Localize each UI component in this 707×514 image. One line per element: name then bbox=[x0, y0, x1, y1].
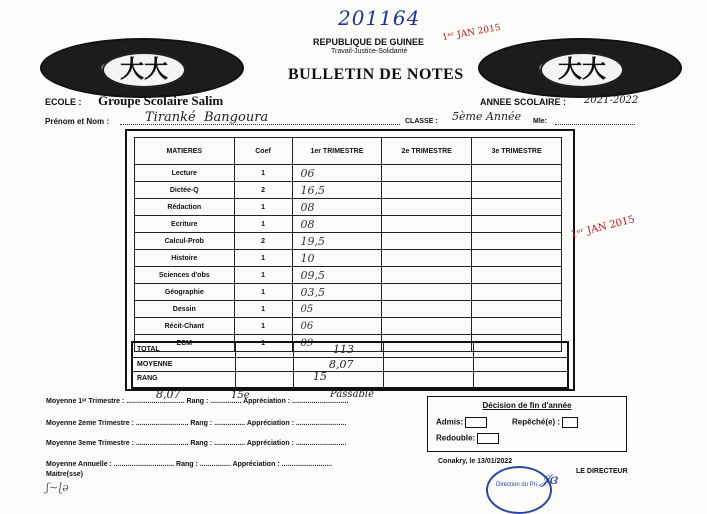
reference-number: 201164 bbox=[338, 6, 421, 30]
admis-label: Admis: bbox=[436, 417, 464, 427]
subject-cell: Dessin bbox=[135, 301, 235, 318]
trimester-1-rank: 15e bbox=[231, 390, 250, 401]
table-row bbox=[135, 318, 562, 335]
subject-cell: Rédaction bbox=[135, 199, 235, 216]
trimester-1-line: Moyenne 1ᵉʳ Trimestre : .............................. Rang : ................ Appréciation : ............................. bbox=[46, 398, 349, 405]
empty-cell bbox=[382, 199, 472, 216]
grade-cell: 08 bbox=[292, 216, 382, 233]
subject-cell: Récit-Chant bbox=[135, 318, 235, 335]
empty-cell bbox=[472, 233, 562, 250]
director-signature: 𝒥ɞ bbox=[540, 472, 559, 488]
rank-label: RANG bbox=[137, 375, 158, 382]
col-coef: Coef bbox=[234, 138, 292, 165]
repeche-label: Repêché(e) : bbox=[512, 417, 561, 427]
coef-cell: 1 bbox=[234, 301, 292, 318]
table-row bbox=[135, 165, 562, 182]
subject-cell: Ecriture bbox=[135, 216, 235, 233]
school-logo-left bbox=[40, 38, 244, 98]
grade-cell: 08 bbox=[292, 199, 382, 216]
repeche-field bbox=[512, 417, 578, 428]
col-subjects: MATIERES bbox=[135, 138, 235, 165]
annual-line: Moyenne Annuelle : ............................... Rang : ................ Appréciation : .......................... bbox=[46, 461, 333, 468]
subject-cell: Lecture bbox=[135, 165, 235, 182]
teacher-signature: ʃ∼ɭə bbox=[46, 481, 69, 494]
empty-cell bbox=[472, 250, 562, 267]
mle-line bbox=[555, 124, 635, 125]
annual-label: Moyenne Annuelle : bbox=[46, 461, 112, 468]
decision-title: Décision de fin d'année bbox=[482, 401, 572, 410]
empty-cell bbox=[472, 284, 562, 301]
admis-field bbox=[436, 417, 487, 428]
total-value: 113 bbox=[333, 343, 354, 356]
empty-cell bbox=[472, 301, 562, 318]
republic-title: REPUBLIQUE DE GUINEE bbox=[313, 37, 425, 47]
empty-cell bbox=[472, 182, 562, 199]
table-row bbox=[135, 301, 562, 318]
coef-cell: 2 bbox=[234, 182, 292, 199]
repeche-checkbox[interactable] bbox=[562, 417, 578, 428]
coef-cell: 1 bbox=[234, 267, 292, 284]
name-label: Prénom et Nom : bbox=[45, 117, 110, 126]
year-value: 2021-2022 bbox=[584, 95, 639, 106]
rank-label-3: Rang : bbox=[190, 440, 213, 447]
appreciation-label-2: Appréciation : bbox=[246, 420, 294, 427]
subject-cell: Calcul-Prob bbox=[135, 233, 235, 250]
place-date: Conakry, le 13/01/2022 bbox=[438, 458, 513, 465]
empty-cell bbox=[382, 284, 472, 301]
coef-cell: 1 bbox=[234, 199, 292, 216]
empty-cell bbox=[382, 233, 472, 250]
subject-cell: Histoire bbox=[135, 250, 235, 267]
class-value: 5ème Année bbox=[452, 110, 522, 123]
logo-emblem-right: 大大 bbox=[540, 52, 624, 88]
coef-cell: 1 bbox=[234, 335, 292, 352]
mle-label: Mle: bbox=[533, 118, 547, 125]
teacher-label: Maitre(sse) bbox=[46, 471, 83, 478]
coef-cell: 2 bbox=[234, 233, 292, 250]
trimester-2-line: Moyenne 2eme Trimestre : ........................... Rang : ................ Appréciation : .......................... bbox=[46, 420, 347, 427]
trimester-2-label: Moyenne 2eme Trimestre : bbox=[46, 420, 134, 427]
subject-cell: Géographie bbox=[135, 284, 235, 301]
school-name: Groupe Scolaire Salim bbox=[98, 93, 224, 108]
trimester-1-average: 8,07 bbox=[156, 388, 181, 401]
school-logo-right bbox=[478, 38, 682, 98]
table-row bbox=[135, 250, 562, 267]
total-label: TOTAL bbox=[137, 346, 160, 353]
stamp-text: Direction du Pri... bbox=[495, 482, 543, 488]
coef-cell: 1 bbox=[234, 284, 292, 301]
grade-cell: 05 bbox=[292, 301, 382, 318]
empty-cell bbox=[472, 165, 562, 182]
appreciation-label-1: Appréciation : bbox=[243, 398, 291, 405]
appreciation-label-3: Appréciation : bbox=[246, 440, 294, 447]
col-trimester-1: 1er TRIMESTRE bbox=[292, 138, 382, 165]
school-label: ECOLE : bbox=[45, 97, 82, 107]
grade-cell: 06 bbox=[292, 318, 382, 335]
total-row bbox=[133, 343, 567, 357]
grade-cell: 09 bbox=[292, 335, 382, 352]
empty-cell bbox=[472, 199, 562, 216]
col-trimester-3: 3e TRIMESTRE bbox=[472, 138, 562, 165]
motto: Travail-Justice-Solidarité bbox=[331, 48, 408, 55]
subject-cell: ECM bbox=[135, 335, 235, 352]
subject-cell: Sciences d'obs bbox=[135, 267, 235, 284]
table-row bbox=[135, 199, 562, 216]
average-row bbox=[133, 357, 567, 372]
empty-cell bbox=[382, 301, 472, 318]
col-trimester-2: 2e TRIMESTRE bbox=[382, 138, 472, 165]
empty-cell bbox=[472, 267, 562, 284]
totals-table bbox=[131, 341, 569, 389]
date-stamp-top: 1ᵉʳ JAN 2015 bbox=[441, 22, 502, 44]
table-row bbox=[135, 284, 562, 301]
grades-header-row bbox=[135, 138, 562, 165]
trimester-3-label: Moyenne 3eme Trimestre : bbox=[46, 440, 134, 447]
average-label: MOYENNE bbox=[137, 361, 173, 368]
empty-cell bbox=[382, 165, 472, 182]
director-label: LE DIRECTEUR bbox=[576, 468, 628, 475]
coef-cell: 1 bbox=[234, 318, 292, 335]
redouble-field bbox=[436, 433, 499, 444]
redouble-checkbox[interactable] bbox=[477, 433, 499, 444]
logo-emblem-left: 大大 bbox=[102, 52, 186, 88]
table-row bbox=[135, 233, 562, 250]
rank-value: 15 bbox=[313, 370, 327, 383]
grades-table bbox=[134, 137, 562, 352]
year-label: ANNEE SCOLAIRE : bbox=[480, 97, 567, 107]
grade-cell: 16,5 bbox=[292, 182, 382, 199]
decision-box bbox=[427, 396, 627, 452]
empty-cell bbox=[472, 318, 562, 335]
appreciation-label-annual: Appréciation : bbox=[232, 461, 280, 468]
document-title: BULLETIN DE NOTES bbox=[288, 66, 464, 83]
rank-label-1: Rang : bbox=[186, 398, 209, 405]
coef-cell: 1 bbox=[234, 165, 292, 182]
student-name: Tiranké Bangoura bbox=[145, 110, 269, 125]
grade-cell: 06 bbox=[292, 165, 382, 182]
grade-cell: 10 bbox=[292, 250, 382, 267]
subject-cell: Dictée-Q bbox=[135, 182, 235, 199]
grade-cell: 03,5 bbox=[292, 284, 382, 301]
rank-label-2: Rang : bbox=[190, 420, 213, 427]
empty-cell bbox=[382, 318, 472, 335]
coef-cell: 1 bbox=[234, 250, 292, 267]
coef-cell: 1 bbox=[234, 216, 292, 233]
trimester-1-label: Moyenne 1ᵉʳ Trimestre : bbox=[46, 398, 125, 405]
date-stamp-side: 1ᵉʳ JAN 2015 bbox=[569, 214, 636, 241]
rank-row bbox=[133, 371, 567, 386]
trimester-3-line: Moyenne 3eme Trimestre : ........................... Rang : ................ Appréciation : .......................... bbox=[46, 440, 347, 447]
empty-cell bbox=[382, 267, 472, 284]
table-row bbox=[135, 182, 562, 199]
grade-cell: 09,5 bbox=[292, 267, 382, 284]
grade-cell: 19,5 bbox=[292, 233, 382, 250]
table-row bbox=[135, 216, 562, 233]
empty-cell bbox=[472, 216, 562, 233]
empty-cell bbox=[382, 182, 472, 199]
trimester-1-appreciation: Passable bbox=[330, 389, 374, 400]
table-row bbox=[135, 267, 562, 284]
rank-label-annual: Rang : bbox=[176, 461, 198, 468]
redouble-label: Redouble: bbox=[436, 433, 476, 443]
admis-checkbox[interactable] bbox=[465, 417, 487, 428]
empty-cell bbox=[382, 216, 472, 233]
empty-cell bbox=[382, 250, 472, 267]
average-value: 8,07 bbox=[329, 358, 354, 371]
class-label: CLASSE : bbox=[405, 118, 438, 125]
